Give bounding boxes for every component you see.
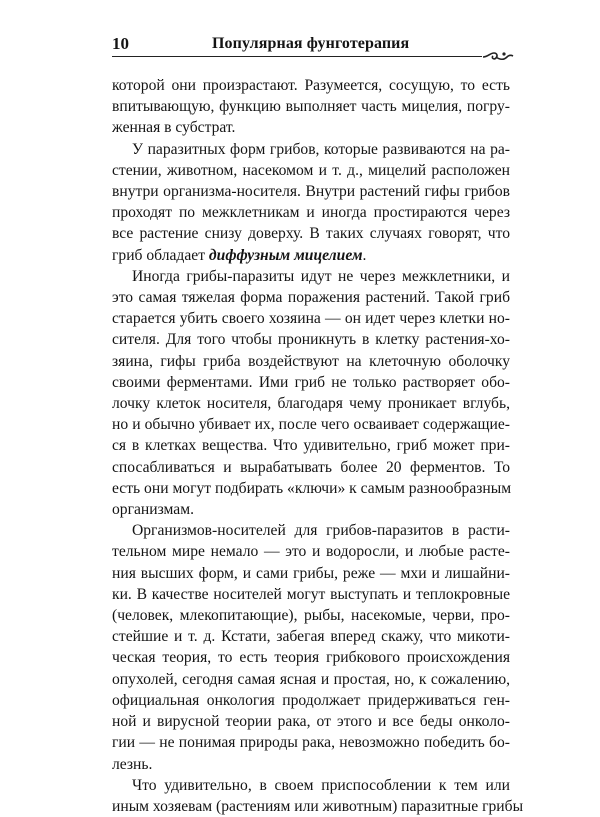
paragraph (112, 75, 510, 139)
running-head (112, 34, 510, 62)
header-rule (112, 56, 482, 57)
text-line: тельном мире немало — это и водоросли, и любые расте- (112, 543, 510, 561)
text-line: женная в субстрат. (112, 119, 236, 137)
text-line: лезнь. (112, 755, 153, 773)
text-line: ной и вирусной теории рака, от этого и все беды онколо- (112, 713, 510, 731)
body-text (112, 75, 524, 817)
text-line: сителя. Для того чтобы проникнуть в клетку растения-хо- (112, 331, 510, 349)
text-line: стейшие и т. д. Кстати, забегая вперед скажу, что микоти- (112, 628, 510, 646)
text-line: иным хозяевам (растениям или животным) паразитные грибы (112, 797, 524, 815)
flourish-ornament-icon (482, 46, 514, 64)
text-line: проходят по межклетникам и иногда простираются через (112, 204, 510, 222)
emphasized-term: диффузным мицелием (208, 246, 363, 264)
text-line: которой они произрастают. Разумеется, сосущую, то есть (112, 77, 510, 94)
text-line (112, 245, 510, 266)
page-number: 10 (112, 34, 129, 53)
text-line: Иногда грибы-паразиты идут не через межклетники, и (132, 267, 510, 285)
text-line: впитывающую, функцию выполняет часть мицелия, погру- (112, 98, 510, 116)
text-line: своими ферментами. Ими гриб не только растворяет обо- (112, 373, 510, 391)
text-line: официальная онкология продолжает придерживаться ген- (112, 691, 510, 709)
paragraph (112, 266, 510, 520)
text-line: гии — не понимая природы рака, невозможно победить бо- (112, 734, 510, 752)
text-line: опухолей, сегодня самая ясная и простая, но, к сожалению, (112, 670, 510, 688)
text-line: Что удивительно, в своем приспособлении к тем или (132, 776, 510, 794)
text-line: внутри организма-носителя. Внутри растений гифы грибов (112, 183, 510, 201)
text-line: лочку клеток носителя, благодаря чему проникает вглубь, (112, 395, 510, 413)
text-line: У паразитных форм грибов, которые развиваются на ра- (132, 140, 510, 158)
text-line: это самая тяжелая форма поражения растений. Такой гриб (112, 289, 510, 307)
paragraph (112, 139, 510, 266)
text-line: но и обычно убивает их, после чего осваивает содержащие- (112, 416, 510, 434)
text-line: старается убить своего хозяина — он идет через клетки но- (112, 310, 510, 328)
text-line: ния высших форм, и сами грибы, реже — мхи и лишайни- (112, 564, 510, 582)
text-line: организмам. (112, 501, 194, 519)
text-line: стении, животном, насекомом и т. д., мицелий расположен (112, 161, 510, 179)
text-line: ся в клетках вещества. Что удивительно, гриб может при- (112, 437, 510, 455)
text-line: зяина, гифы гриба воздействуют на клеточную оболочку (112, 352, 510, 370)
paragraph (112, 520, 510, 774)
text-line: спосабливаться и вырабатывать более 20 ферментов. То (112, 458, 510, 476)
text-line: ки. В качестве носителей могут выступать и теплокровные (112, 585, 510, 603)
running-title: Популярная фунготерапия (212, 35, 410, 52)
text-line: все растение снизу доверху. В таких случаях говорят, что (112, 225, 510, 243)
text-line: есть они могут подбирать «ключи» к самым разнообразным (112, 479, 512, 497)
text-line: (человек, млекопитающие), рыбы, насекомые, черви, про- (112, 607, 510, 625)
text-fragment: . (362, 246, 367, 264)
text-line: Организмов-носителей для грибов-паразитов в расти- (132, 522, 510, 540)
paragraph (112, 775, 524, 817)
text-fragment: гриб обладает (112, 246, 209, 264)
text-line: ческая теория, то есть теория грибкового происхождения (112, 649, 510, 667)
